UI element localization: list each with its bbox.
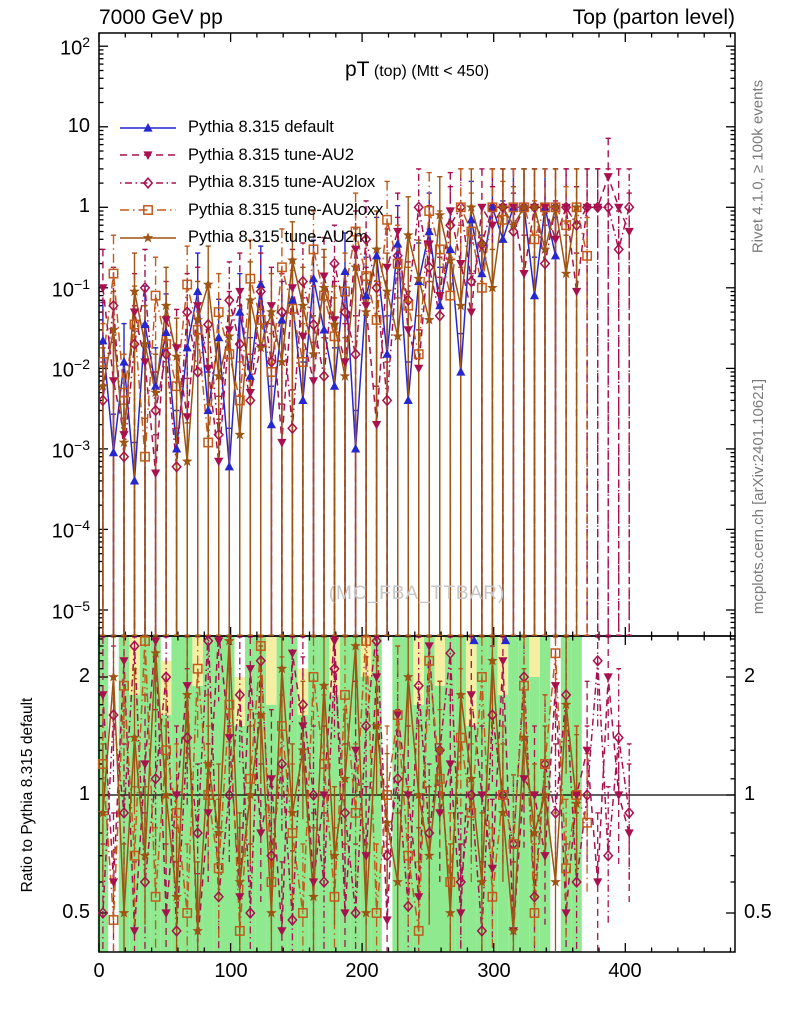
ratio-tick-label-right: 2 xyxy=(744,665,756,687)
ratio-tick-label-right: 1 xyxy=(744,783,756,805)
mcplots-attribution-note: mcplots.cern.ch [arXiv:2401.10621] xyxy=(750,378,767,615)
x-axis-tick-label: 100 xyxy=(214,960,248,982)
process-label: Top (parton level) xyxy=(572,6,735,29)
ratio-tick-label-right: 0.5 xyxy=(744,901,772,923)
beam-energy-label: 7000 GeV pp xyxy=(99,6,223,29)
y-axis-tick-label: $10^{-2}$ xyxy=(51,356,90,382)
y-axis-tick-label: $10^{-3}$ xyxy=(51,437,90,463)
y-axis-tick-label: $10^{-4}$ xyxy=(51,517,90,543)
legend-item-au2loxx xyxy=(118,197,383,225)
analysis-watermark: (MC_FBA_TTBAR) xyxy=(328,583,506,604)
ratio-tick-label-left: 1 xyxy=(78,783,90,805)
y-axis-tick-label: $10^{-1}$ xyxy=(51,276,90,302)
plot-title xyxy=(99,58,735,82)
legend-marker-au2-icon xyxy=(118,147,178,163)
x-axis-tick-label: 400 xyxy=(608,960,642,982)
y-axis-tick-label: 10 xyxy=(67,115,90,137)
legend-item-au2lox xyxy=(118,169,383,197)
ratio-tick-label-left: 2 xyxy=(78,665,90,687)
legend-item-au2m xyxy=(118,224,383,252)
y-axis-tick-label: $10^{-5}$ xyxy=(51,598,90,624)
y-axis-tick-label: 1 xyxy=(78,195,90,217)
legend-label: Pythia 8.315 tune-AU2loxx xyxy=(188,200,384,219)
ratio-axis-label: Ratio to Pythia 8.315 default xyxy=(19,697,36,893)
x-axis-tick-label: 300 xyxy=(477,960,511,982)
ratio-tick-label-left: 0.5 xyxy=(62,901,90,923)
legend-marker-au2lox-icon xyxy=(118,175,178,191)
legend-marker-au2m-icon xyxy=(118,230,178,246)
legend-label: Pythia 8.315 tune-AU2 xyxy=(188,145,355,164)
plot-title-cut: (top) (Mtt < 450) xyxy=(369,63,490,80)
legend-label: Pythia 8.315 default xyxy=(188,118,334,137)
x-axis-tick-label: 200 xyxy=(345,960,379,982)
x-axis-tick-label: 0 xyxy=(93,960,105,982)
legend-marker-default-icon xyxy=(118,120,178,136)
rivet-version-note: Rivet 4.1.0, ≥ 100k events xyxy=(749,79,767,254)
legend-marker-au2loxx-icon xyxy=(118,202,178,218)
legend xyxy=(118,114,383,252)
legend-item-default xyxy=(118,114,383,142)
legend-item-au2 xyxy=(118,142,383,170)
plot-title-observable: pT xyxy=(344,58,370,81)
legend-label: Pythia 8.315 tune-AU2lox xyxy=(188,173,376,192)
y-axis-tick-label: $10^2$ xyxy=(59,34,90,60)
legend-label: Pythia 8.315 tune-AU2m xyxy=(188,228,368,247)
